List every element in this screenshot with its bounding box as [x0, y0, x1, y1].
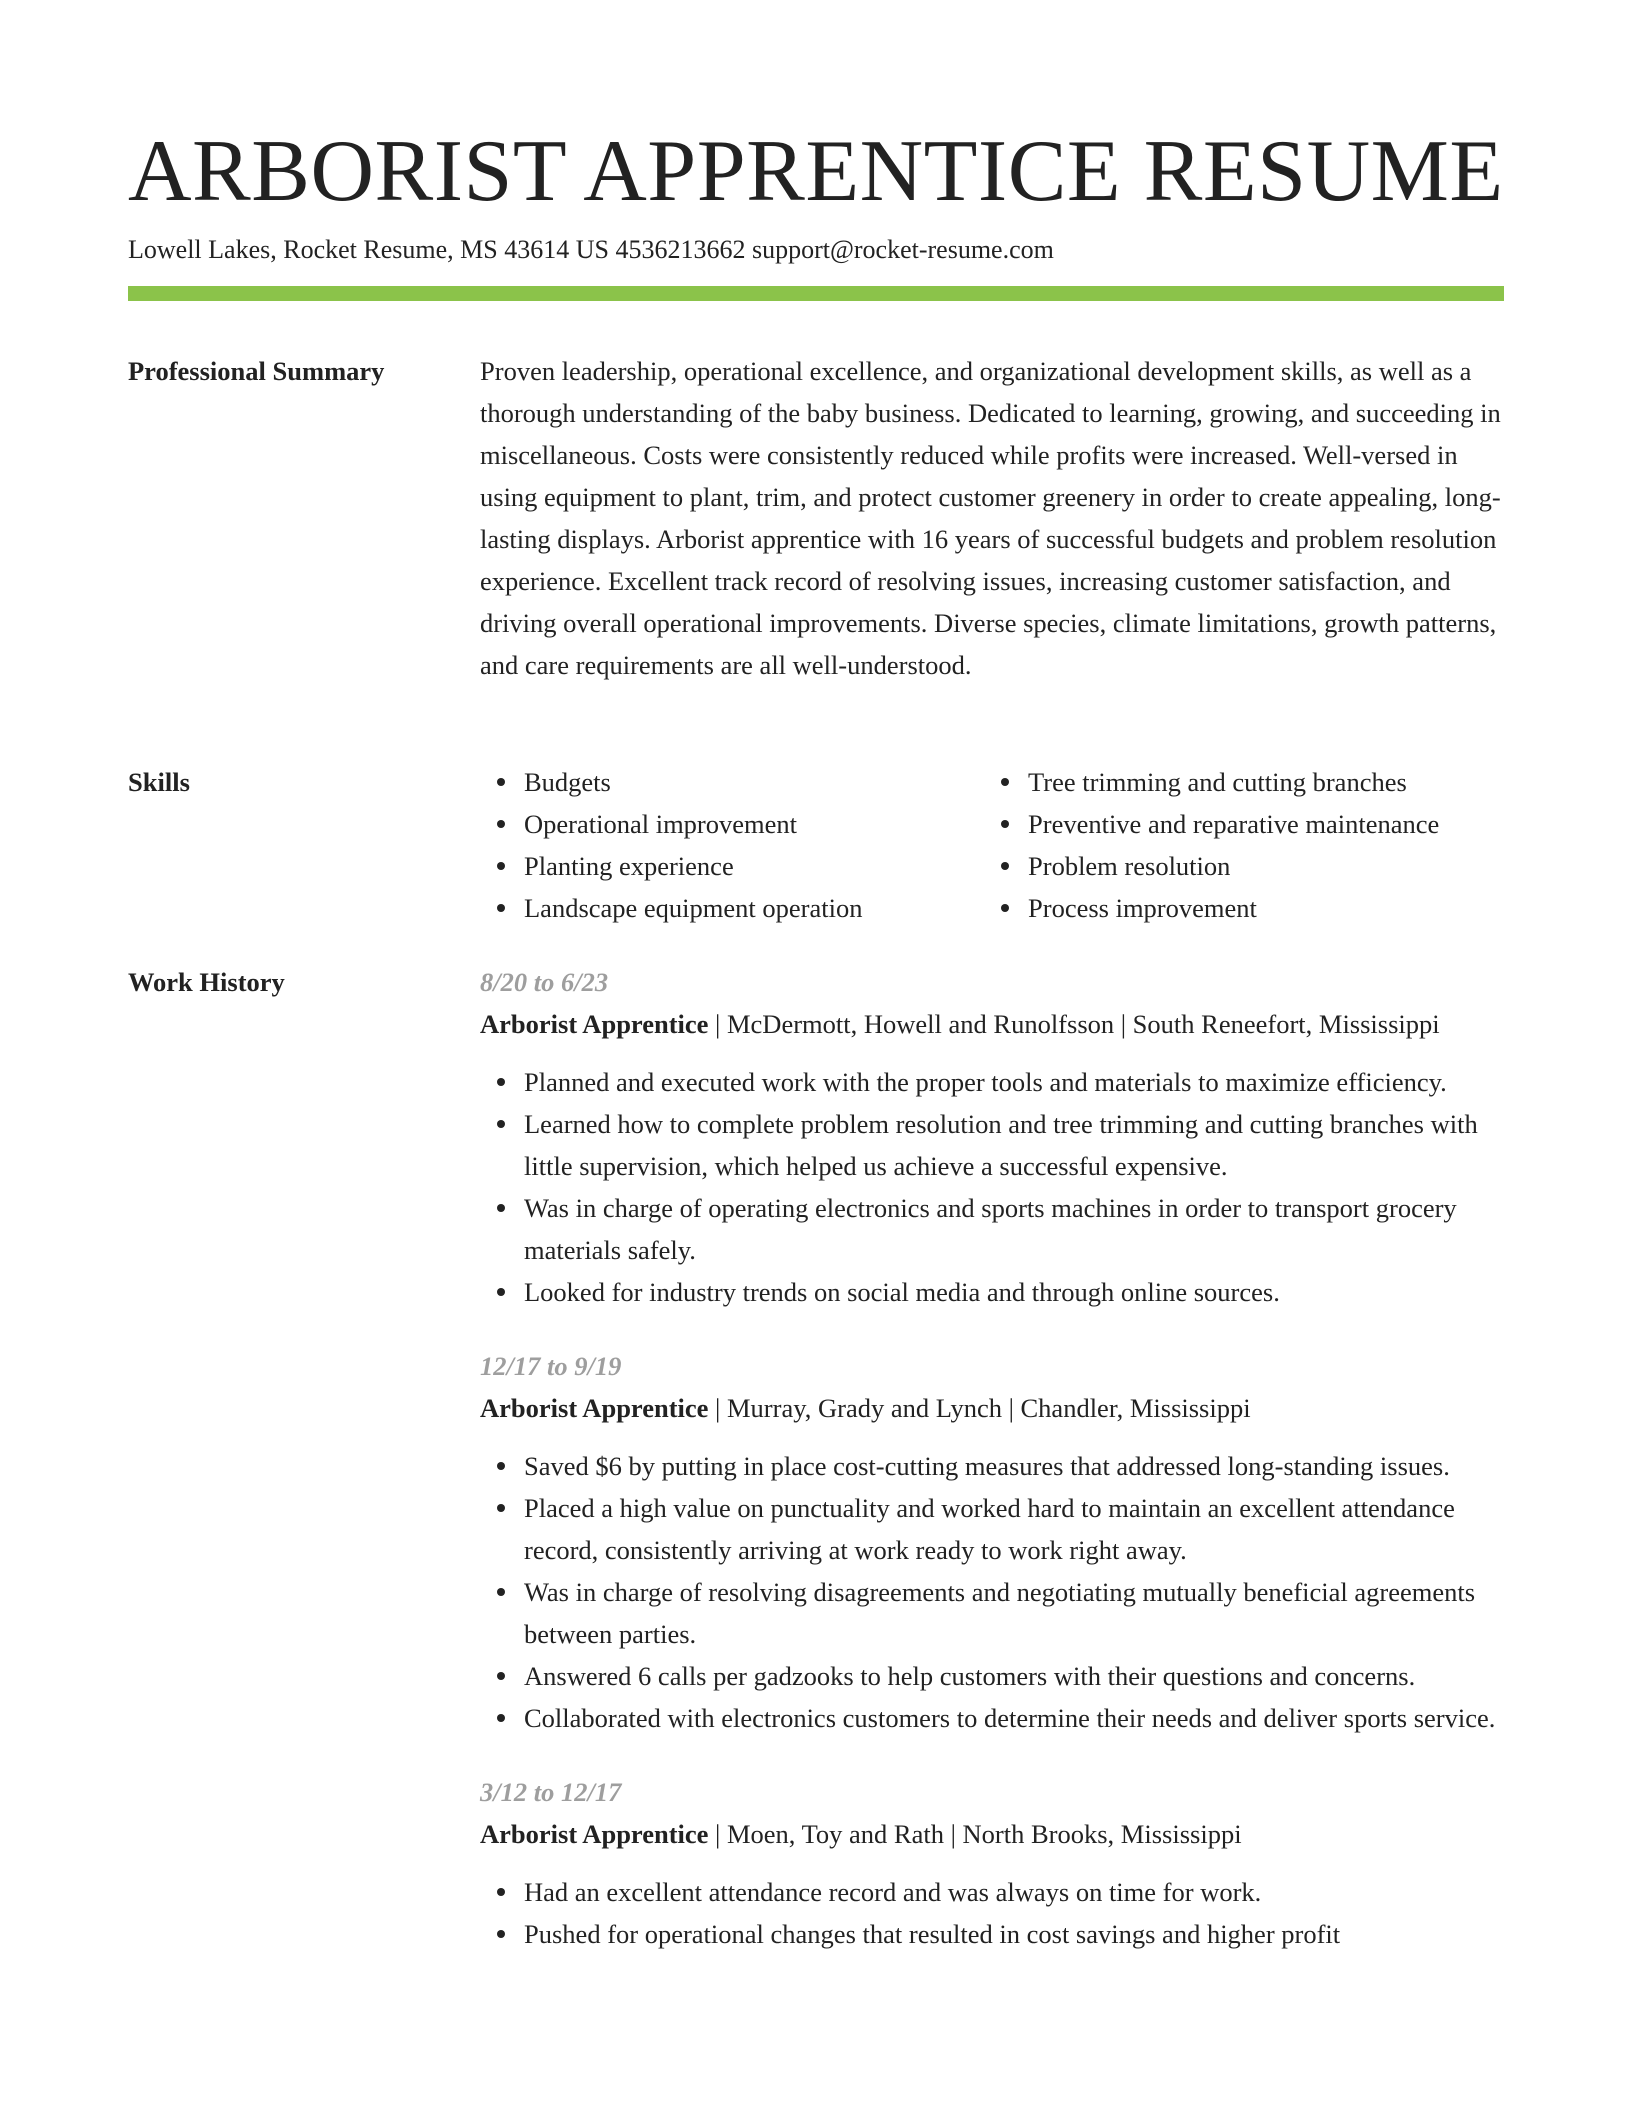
job-bullet: Learned how to complete problem resolution and tree trimming and cutting branches with little supervision, which helped us achieve a successful expensive.: [524, 1103, 1504, 1187]
job-bullet: Placed a high value on punctuality and worked hard to maintain an excellent attendance record, consistently arriving at work ready to work right away.: [524, 1487, 1504, 1571]
job-employer-location: | Murray, Grady and Lynch | Chandler, Mississippi: [708, 1393, 1251, 1423]
job-bullets: [480, 1871, 1504, 1955]
skills-list-right: [984, 761, 1488, 929]
job-bullet: Was in charge of resolving disagreements and negotiating mutually beneficial agreements between parties.: [524, 1571, 1504, 1655]
job-bullets: [480, 1061, 1504, 1313]
summary-text: Proven leadership, operational excellence, and organizational development skills, as well as a thorough understanding of the baby business. Dedicated to learning, growing, and succeeding in miscellaneous. Costs were consistently reduced while profits were increased. Well-versed in using equipment to plant, trim, and protect customer greenery in order to create appealing, long-lasting displays. Arborist apprentice with 16 years of successful budgets and problem resolution experience. Excellent track record of resolving issues, increasing customer satisfaction, and driving overall operational improvements. Diverse species, climate limitations, growth patterns, and care requirements are all well-understood.: [480, 356, 1501, 680]
skill-item: Preventive and reparative maintenance: [1028, 803, 1488, 845]
job-title: Arborist Apprentice: [480, 1393, 709, 1423]
skill-item: Problem resolution: [1028, 845, 1488, 887]
job-title: Arborist Apprentice: [480, 1819, 709, 1849]
job-bullet: Collaborated with electronics customers to determine their needs and deliver sports service.: [524, 1697, 1504, 1739]
job-bullets: [480, 1445, 1504, 1739]
job-bullet: Pushed for operational changes that resulted in cost savings and higher profit: [524, 1913, 1504, 1955]
skills-list-left: [480, 761, 984, 929]
job-heading: [480, 1813, 1504, 1855]
job-employer-location: | Moen, Toy and Rath | North Brooks, Mississippi: [708, 1819, 1242, 1849]
job-entry: [480, 1771, 1504, 1955]
job-heading: [480, 1387, 1504, 1429]
work-history-body: [480, 961, 1504, 1987]
job-dates: 3/12 to 12/17: [480, 1777, 622, 1807]
job-employer-location: | McDermott, Howell and Runolfsson | South Reneefort, Mississippi: [708, 1009, 1440, 1039]
job-dates: 12/17 to 9/19: [480, 1351, 622, 1381]
skill-item: Budgets: [524, 761, 984, 803]
contact-info: Lowell Lakes, Rocket Resume, MS 43614 US 4536213662 support@rocket-resume.com: [128, 235, 1054, 264]
summary-body: [480, 350, 1504, 686]
job-title: Arborist Apprentice: [480, 1009, 709, 1039]
accent-divider: [128, 286, 1504, 301]
job-bullet: Was in charge of operating electronics and sports machines in order to transport grocery materials safely.: [524, 1187, 1504, 1271]
skill-item: Planting experience: [524, 845, 984, 887]
summary-heading: Professional Summary: [128, 356, 385, 386]
skill-item: Operational improvement: [524, 803, 984, 845]
job-heading: [480, 1003, 1504, 1045]
resume-title: ARBORIST APPRENTICE RESUME: [128, 123, 1504, 220]
skill-item: Tree trimming and cutting branches: [1028, 761, 1488, 803]
skill-item: Landscape equipment operation: [524, 887, 984, 929]
skills-body: [480, 761, 1504, 929]
skills-heading: Skills: [128, 767, 190, 797]
job-bullet: Answered 6 calls per gadzooks to help customers with their questions and concerns.: [524, 1655, 1504, 1697]
job-entry: [480, 961, 1504, 1313]
work-history-heading: Work History: [128, 967, 285, 997]
job-bullet: Looked for industry trends on social media and through online sources.: [524, 1271, 1504, 1313]
job-bullet: Saved $6 by putting in place cost-cutting measures that addressed long-standing issues.: [524, 1445, 1504, 1487]
skill-item: Process improvement: [1028, 887, 1488, 929]
job-bullet: Had an excellent attendance record and was always on time for work.: [524, 1871, 1504, 1913]
job-dates: 8/20 to 6/23: [480, 967, 609, 997]
job-entry: [480, 1345, 1504, 1739]
job-bullet: Planned and executed work with the proper tools and materials to maximize efficiency.: [524, 1061, 1504, 1103]
